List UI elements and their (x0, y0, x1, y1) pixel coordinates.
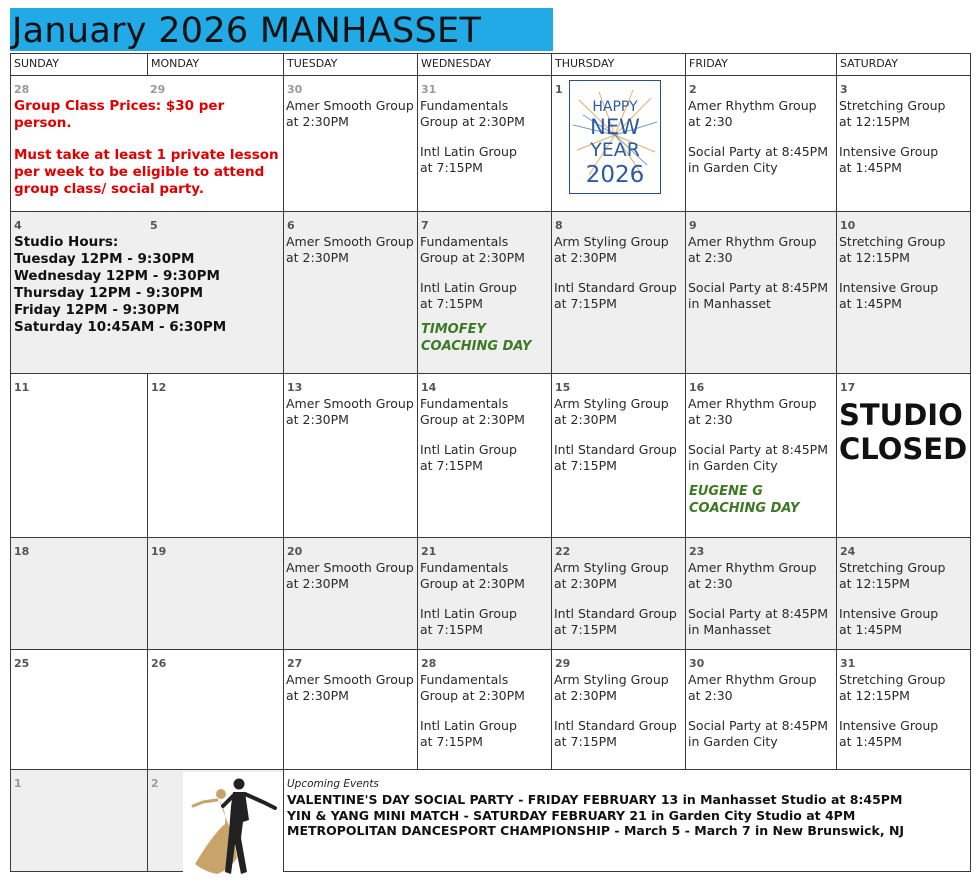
event-text: Fundamentals (420, 234, 509, 249)
event-text: at 2:30PM (286, 411, 349, 427)
day-number: 11 (14, 381, 30, 394)
event-text: Intl Standard Group (554, 280, 677, 295)
day-number: 2 (689, 83, 697, 96)
day-cell (418, 76, 552, 212)
day-cell (686, 538, 837, 650)
coaching-day-label: COACHING DAY (421, 339, 532, 354)
day-number: 24 (840, 545, 856, 558)
notice-cell (11, 76, 284, 212)
weekday-header: WEDNESDAY (418, 54, 552, 76)
studio-hours-line: Thursday 12PM - 9:30PM (14, 285, 204, 301)
event-text: at 2:30PM (286, 113, 349, 129)
event-text: Group at 2:30PM (420, 687, 525, 703)
event-text: at 7:15PM (420, 733, 483, 749)
day-cell (418, 212, 552, 374)
day-cell (148, 374, 284, 538)
event-text: Intl Latin Group (420, 144, 517, 159)
event-text: Social Party at 8:45PM (688, 606, 829, 621)
day-number: 7 (421, 219, 429, 232)
event-text: at 1:45PM (839, 621, 902, 637)
day-number: 8 (555, 219, 563, 232)
day-cell (284, 374, 418, 538)
day-cell (418, 538, 552, 650)
day-number: 5 (150, 219, 158, 232)
event-text: Group at 2:30PM (420, 411, 525, 427)
upcoming-events-title: Upcoming Events (287, 778, 379, 790)
day-cell (837, 538, 971, 650)
day-cell (552, 212, 686, 374)
studio-hours-line: Tuesday 12PM - 9:30PM (14, 251, 195, 267)
day-cell (837, 650, 971, 770)
day-number: 1 (555, 83, 563, 96)
event-text: at 2:30 (688, 249, 733, 265)
event-text: Intl Latin Group (420, 442, 517, 457)
event-text: at 2:30PM (554, 411, 617, 427)
event-text: at 12:15PM (839, 687, 910, 703)
day-cell (686, 374, 837, 538)
event-text: Intl Standard Group (554, 606, 677, 621)
day-cell (552, 650, 686, 770)
weekday-header: SATURDAY (837, 54, 971, 76)
event-text: at 2:30 (688, 575, 733, 591)
day-cell (11, 650, 148, 770)
event-text: at 1:45PM (839, 159, 902, 175)
event-text: Arm Styling Group (554, 560, 669, 575)
event-text: at 7:15PM (554, 457, 617, 473)
event-text: Amer Rhythm Group (688, 234, 817, 249)
day-cell (686, 212, 837, 374)
event-text: Stretching Group (839, 234, 946, 249)
day-number: 3 (840, 83, 848, 96)
day-number: 2 (151, 777, 159, 790)
event-text: at 7:15PM (420, 159, 483, 175)
event-text: at 7:15PM (554, 621, 617, 637)
event-text: in Garden City (688, 733, 778, 749)
event-text: in Garden City (688, 457, 778, 473)
day-cell (686, 76, 837, 212)
event-text: Social Party at 8:45PM (688, 144, 829, 159)
day-number: 15 (555, 381, 571, 394)
event-text: Fundamentals (420, 560, 509, 575)
day-cell (11, 374, 148, 538)
event-text: Stretching Group (839, 672, 946, 687)
day-cell (11, 538, 148, 650)
weekday-header: FRIDAY (686, 54, 837, 76)
event-text: at 12:15PM (839, 575, 910, 591)
day-number: 27 (287, 657, 303, 670)
day-number: 18 (14, 545, 30, 558)
upcoming-event: METROPOLITAN DANCESPORT CHAMPIONSHIP - March 5 - March 7 in New Brunswick, NJ (287, 823, 905, 838)
event-text: Amer Rhythm Group (688, 396, 817, 411)
event-text: Fundamentals (420, 672, 509, 687)
day-cell (284, 538, 418, 650)
day-number: 19 (151, 545, 167, 558)
event-text: at 2:30PM (286, 687, 349, 703)
event-text: at 7:15PM (554, 295, 617, 311)
day-number: 28 (421, 657, 437, 670)
event-text: at 7:15PM (420, 457, 483, 473)
event-text: Arm Styling Group (554, 396, 669, 411)
event-text: Amer Smooth Group (286, 672, 414, 687)
ballroom-dancers-image (183, 772, 283, 878)
coaching-day-label: COACHING DAY (689, 501, 800, 516)
week-row (11, 770, 971, 872)
event-text: Amer Rhythm Group (688, 672, 817, 687)
studio-hours-line: Saturday 10:45AM - 6:30PM (14, 319, 227, 335)
day-number: 16 (689, 381, 705, 394)
day-cell (284, 212, 418, 374)
day-number: 4 (14, 219, 22, 232)
event-text: at 1:45PM (839, 733, 902, 749)
week-row (11, 212, 971, 374)
day-cell (148, 650, 284, 770)
event-text: Group at 2:30PM (420, 575, 525, 591)
calendar-grid (10, 53, 971, 872)
day-cell (552, 374, 686, 538)
event-text: in Manhasset (688, 621, 771, 637)
day-cell (837, 374, 971, 538)
day-number: 17 (840, 381, 856, 394)
event-text: Group at 2:30PM (420, 249, 525, 265)
studio-closed-label: STUDIO (839, 398, 963, 432)
event-text: at 2:30PM (554, 249, 617, 265)
event-text: Intensive Group (839, 606, 939, 621)
week-row (11, 76, 971, 212)
event-text: Group at 2:30PM (420, 113, 525, 129)
event-text: Social Party at 8:45PM (688, 442, 829, 457)
day-cell (148, 538, 284, 650)
event-text: Amer Smooth Group (286, 234, 414, 249)
event-text: in Garden City (688, 159, 778, 175)
day-cell (284, 76, 418, 212)
event-text: at 2:30PM (286, 575, 349, 591)
day-number: 23 (689, 545, 705, 558)
event-text: at 1:45PM (839, 295, 902, 311)
studio-closed-label: CLOSED (839, 432, 968, 466)
event-text: in Manhasset (688, 295, 771, 311)
event-text: Intl Standard Group (554, 442, 677, 457)
day-number: 10 (840, 219, 856, 232)
event-text: at 7:15PM (554, 733, 617, 749)
event-text: Social Party at 8:45PM (688, 280, 829, 295)
day-cell (552, 76, 686, 212)
day-cell (837, 212, 971, 374)
day-number: 30 (287, 83, 303, 96)
upcoming-event: VALENTINE'S DAY SOCIAL PARTY - FRIDAY FEBRUARY 13 in Manhasset Studio at 8:45PM (287, 792, 903, 807)
event-text: at 7:15PM (420, 621, 483, 637)
event-text: at 2:30 (688, 113, 733, 129)
day-number: 9 (689, 219, 697, 232)
event-text: Intensive Group (839, 280, 939, 295)
day-number: 28 (14, 83, 30, 96)
weekday-header: MONDAY (148, 54, 284, 76)
event-text: at 7:15PM (420, 295, 483, 311)
studio-hours-cell (11, 212, 284, 374)
event-text: Intl Latin Group (420, 280, 517, 295)
upcoming-event: YIN & YANG MINI MATCH - SATURDAY FEBRUARY 21 in Garden City Studio at 4PM (287, 807, 856, 823)
calendar-title: January 2026 MANHASSET (12, 11, 482, 51)
day-number: 14 (421, 381, 437, 394)
upcoming-events-cell (284, 770, 971, 872)
studio-hours-title: Studio Hours: (14, 234, 119, 250)
event-text: at 2:30PM (554, 575, 617, 591)
event-text: Intl Standard Group (554, 718, 677, 733)
day-cell (284, 650, 418, 770)
day-cell (418, 650, 552, 770)
day-number: 31 (840, 657, 856, 670)
event-text: Amer Smooth Group (286, 98, 414, 113)
day-cell (552, 538, 686, 650)
day-number: 13 (287, 381, 303, 394)
weekday-header: SUNDAY (11, 54, 148, 76)
day-number: 6 (287, 219, 295, 232)
title-banner (10, 8, 553, 51)
hny-year-number: 2026 (585, 162, 645, 188)
week-row (11, 538, 971, 650)
event-text: Intensive Group (839, 718, 939, 733)
event-text: Social Party at 8:45PM (688, 718, 829, 733)
event-text: Stretching Group (839, 560, 946, 575)
event-text: Intl Latin Group (420, 606, 517, 621)
day-cell (11, 770, 148, 872)
event-text: Fundamentals (420, 396, 509, 411)
day-number: 25 (14, 657, 30, 670)
week-row (11, 650, 971, 770)
day-number: 22 (555, 545, 571, 558)
weekday-header-row (11, 54, 971, 76)
day-number: 29 (555, 657, 571, 670)
day-number: 30 (689, 657, 705, 670)
day-number: 1 (14, 777, 22, 790)
studio-hours-line: Friday 12PM - 9:30PM (14, 302, 180, 318)
event-text: Fundamentals (420, 98, 509, 113)
day-number: 12 (151, 381, 167, 394)
event-text: Intensive Group (839, 144, 939, 159)
event-text: at 2:30PM (286, 249, 349, 265)
event-text: Intl Latin Group (420, 718, 517, 733)
studio-hours-line: Wednesday 12PM - 9:30PM (14, 268, 220, 284)
weekday-header: THURSDAY (552, 54, 686, 76)
week-row (11, 374, 971, 538)
event-text: Amer Rhythm Group (688, 98, 817, 113)
private-lesson-notice: Must take at least 1 private lesson per week to be eligible to attend group class/ social party. (14, 147, 279, 197)
event-text: at 2:30PM (554, 687, 617, 703)
coaching-day-label: EUGENE G (689, 484, 763, 499)
event-text: Arm Styling Group (554, 234, 669, 249)
event-text: Amer Rhythm Group (688, 560, 817, 575)
group-price-notice: Group Class Prices: $30 per person. (14, 98, 225, 131)
event-text: Arm Styling Group (554, 672, 669, 687)
day-cell (837, 76, 971, 212)
coaching-day-label: TIMOFEY (421, 322, 486, 337)
day-number: 20 (287, 545, 303, 558)
weekday-header: TUESDAY (284, 54, 418, 76)
event-text: Amer Smooth Group (286, 396, 414, 411)
day-number: 21 (421, 545, 437, 558)
hny-word-new: NEW (590, 115, 640, 139)
day-number: 31 (421, 83, 437, 96)
hny-word-happy: HAPPY (592, 99, 638, 115)
day-cell (686, 650, 837, 770)
happy-new-year-image (569, 80, 661, 194)
event-text: at 12:15PM (839, 249, 910, 265)
hny-word-year: YEAR (590, 139, 640, 161)
day-number: 26 (151, 657, 167, 670)
event-text: Amer Smooth Group (286, 560, 414, 575)
event-text: at 2:30 (688, 687, 733, 703)
day-number: 29 (150, 83, 166, 96)
event-text: at 2:30 (688, 411, 733, 427)
event-text: Stretching Group (839, 98, 946, 113)
day-cell (418, 374, 552, 538)
event-text: at 12:15PM (839, 113, 910, 129)
